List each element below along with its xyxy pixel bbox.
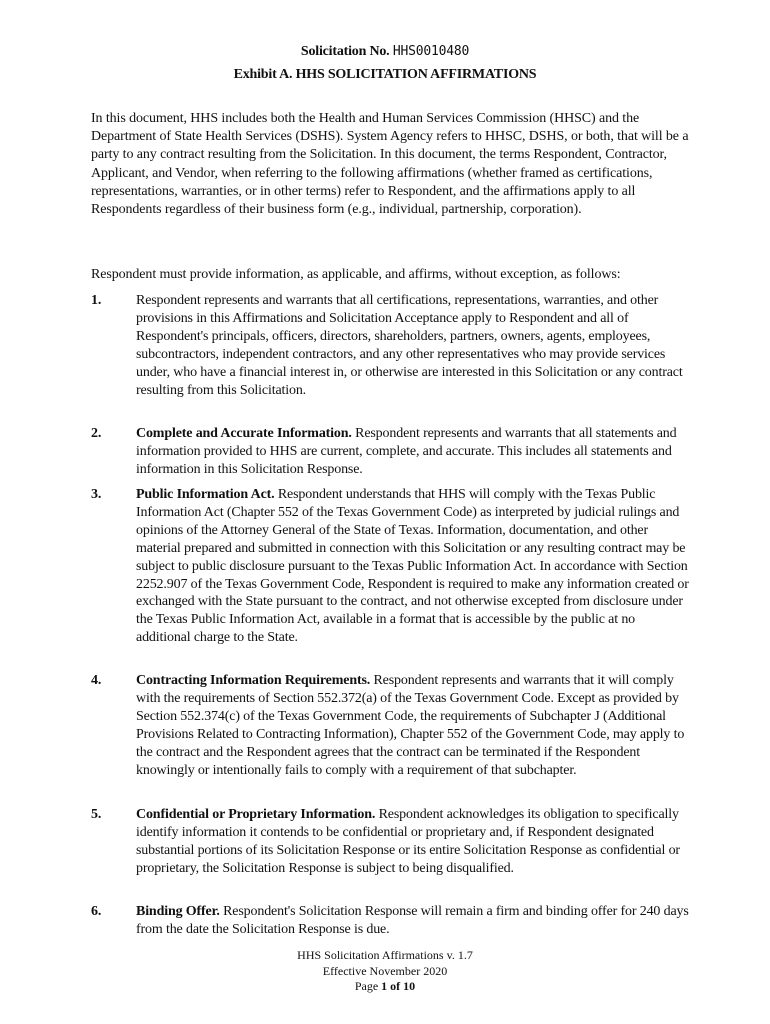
item-text: Respondent acknowledges its obligation to specifically identify information it contends to be confidential or proprietary and, if Respondent designated substantial portions of its Solicitation Response or its entire Solicitation Response as confidential or proprietary, the Solicitation Response is subject to being disqualified. (136, 807, 680, 876)
exhibit-title: Exhibit A. HHS SOLICITATION AFFIRMATIONS (233, 67, 537, 82)
page-number (0, 979, 770, 995)
item-number: 5. (91, 807, 102, 822)
footer-effective-date: Effective November 2020 (322, 963, 448, 978)
item-body (136, 672, 691, 779)
item-body (136, 425, 691, 479)
item-body (136, 292, 691, 399)
affirmation-item-3 (91, 486, 691, 647)
item-heading: Complete and Accurate Information. (136, 426, 352, 441)
item-number: 2. (91, 426, 102, 441)
item-heading: Confidential or Proprietary Information. (136, 807, 376, 822)
item-body (136, 806, 691, 878)
item-body (136, 903, 691, 939)
footer-version: HHS Solicitation Affirmations v. 1.7 (297, 948, 473, 962)
page-footer (0, 948, 770, 995)
item-text: Respondent's Solicitation Response will remain a firm and binding offer for 240 days from the date the Solicitation Response is due. (136, 904, 689, 937)
item-number: 4. (91, 673, 102, 688)
intro-paragraph: In this document, HHS includes both the Health and Human Services Commission (HHSC) and the Department of State Health Services (DSHS). System Agency refers to HHSC, DSHS, or both, that will be a party to any contract resulting from the Solicitation. In this document, the terms Respondent, Contractor, Applicant, and Vendor, when referring to the following affirmations (whether framed as certifications, representations, warranties, or in other terms) refer to Respondent, and the affirmations apply to all Respondents regardless of their business form (e.g., individual, partnership, corporation). (91, 111, 689, 218)
item-body (136, 486, 691, 647)
item-text: Respondent represents and warrants that all statements and information provided to HHS are current, complete, and accurate. This includes all statements and information in this Solicitation Response. (136, 426, 677, 477)
page-current: 1 (381, 979, 388, 993)
affirmation-item-6 (91, 903, 691, 939)
item-number: 1. (91, 293, 102, 308)
item-number: 3. (91, 487, 102, 502)
page-of: of (390, 979, 401, 993)
item-number: 6. (91, 904, 102, 919)
solicitation-number: HHS0010480 (392, 44, 470, 59)
item-heading: Public Information Act. (136, 487, 275, 502)
item-text: Respondent represents and warrants that all certifications, representations, warranties, and other provisions in this Affirmations and Solicitation Acceptance apply to Respondent and all of Respondent's principals, officers, directors, shareholders, partners, owners, agents, employees, subcontractors, independent contractors, and any other representatives who may provide services under, who have a financial interest in, or otherwise are interested in this Solicitation or any contract resulting from this Solicitation. (136, 293, 683, 398)
affirmation-item-1 (91, 292, 691, 399)
item-heading: Binding Offer. (136, 904, 220, 919)
item-text: Respondent represents and warrants that it will comply with the requirements of Section 552.372(a) of the Texas Government Code. Except as provided by Section 552.374(c) of the Texas Government Code, the requirements of Subchapter J (Additional Provisions Related to Contracting Information), Chapter 552 of the Government Code, may apply to the contract and the Respondent agrees that the contract can be terminated if the Respondent knowingly or intentionally fails to comply with a requirement of that subchapter. (136, 673, 685, 778)
affirmation-item-4 (91, 672, 691, 779)
solicitation-header (0, 44, 770, 60)
item-text: Respondent understands that HHS will comply with the Texas Public Information Act (Chapter 552 of the Texas Government Code) as interpreted by judicial rulings and opinions of the Attorney General of the State of Texas. Information, documentation, and other material prepared and submitted in connection with this Solicitation or any resulting contract may be subject to public disclosure pursuant to the Texas Public Information Act. In accordance with Section 2252.907 of the Texas Government Code, Respondent is required to make any information created or exchanged with the State pursuant to the contract, and not otherwise excepted from disclosure under the Texas Public Information Act, available in a format that is accessible by the public at no additional charge to the State. (136, 487, 689, 646)
page-prefix: Page (354, 979, 379, 993)
page-total: 10 (403, 979, 416, 993)
item-heading: Contracting Information Requirements. (136, 673, 371, 688)
affirmation-item-2 (91, 425, 691, 479)
solicitation-label: Solicitation No. (300, 44, 390, 59)
lead-paragraph: Respondent must provide information, as applicable, and affirms, without exception, as follows: (91, 267, 621, 282)
affirmation-item-5 (91, 806, 691, 878)
